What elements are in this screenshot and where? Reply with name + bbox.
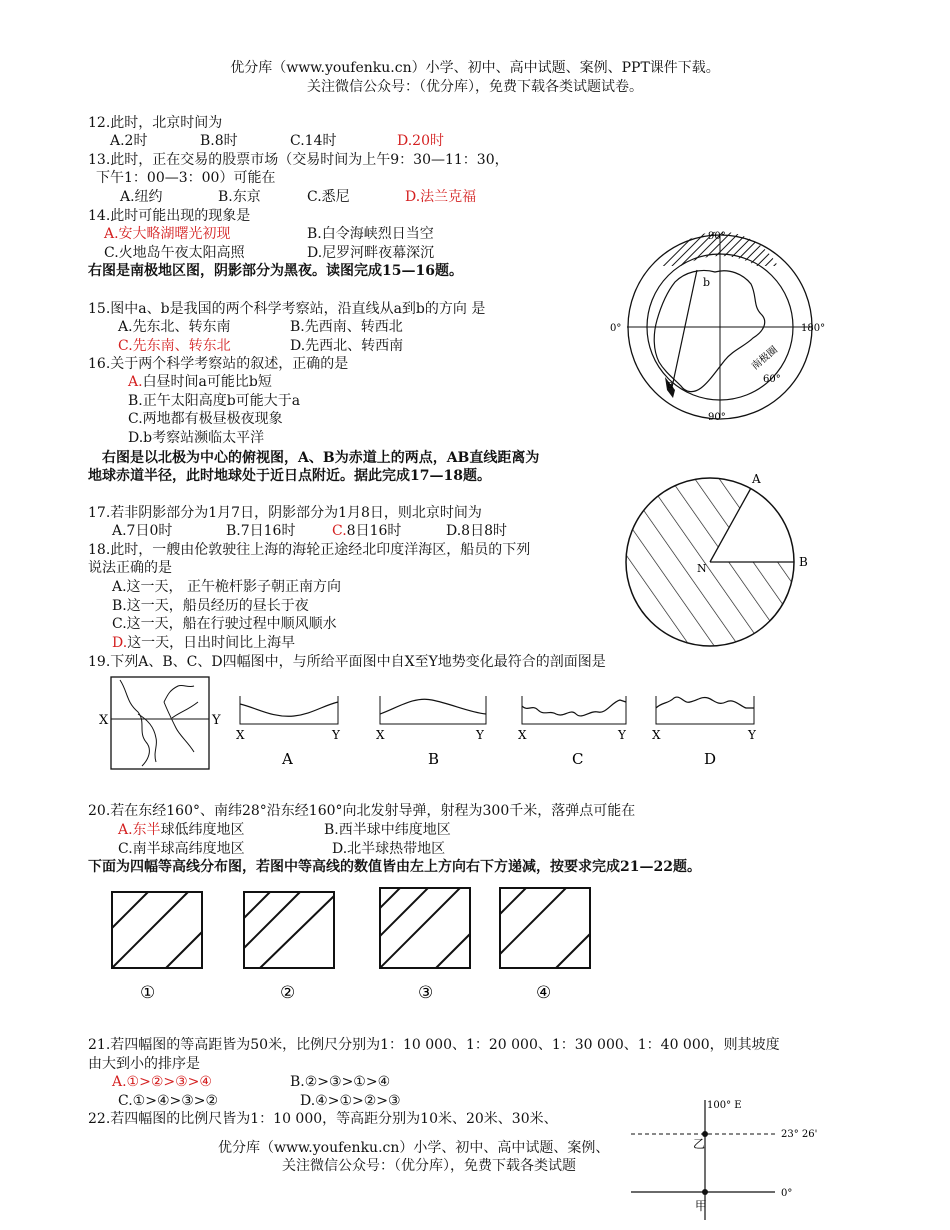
q14-option-d: D.尼罗河畔夜幕深沉 [307,245,435,261]
q16-option-d: D.b考察站濒临太平洋 [128,430,265,446]
q12-option-b: B.8时 [200,133,238,149]
q17-option-c-letter: C. [332,523,347,539]
q19-b-x: X [376,728,385,742]
contour-map-4 [496,884,596,1003]
contour-label-3: ③ [418,983,434,1003]
q20-option-d: D.北半球热带地区 [332,841,446,857]
q16-stem: 16.关于两个科学考察站的叙述，正确的是 [88,356,349,372]
q21-stem: 21.若四幅图的等高距皆为50米，比例尺分别为1：10 000、1：20 000、1：30 000、1：40 000，则其坡度 [88,1037,780,1053]
q20-option-a-rest: 球低纬度地区 [160,822,245,838]
antarctic-map [605,222,835,422]
q12-option-d: D.20时 [397,133,444,149]
q19-label-c: C [572,750,584,768]
lat-diagram-lon: 100° E [707,1100,742,1111]
q13-option-a: A.纽约 [120,189,163,205]
q21-stem-2: 由大到小的排序是 [88,1056,200,1072]
q19-label-a: A [282,750,293,768]
q15-option-b: B.先西南、转西北 [290,319,403,335]
q19-profile-b [372,690,492,770]
latitude-diagram [625,1092,825,1227]
q19-profile-c [514,690,634,770]
contour-map-3 [376,884,476,1003]
q16-option-a-text: 白昼时间a可能比b短 [142,374,272,390]
polar-label-a: A [752,472,761,486]
q18-option-d-text: 这一天，日出时间比上海早 [127,635,296,651]
q17-option-a: A.7日0时 [112,523,173,539]
q15-stem: 15.图中a、b是我国的两个科学考察站，沿直线从a到b的方向 是 [88,301,486,317]
q21-option-c: C.①>④>③>② [118,1093,219,1109]
intro-15-16: 右图是南极地区图，阴影部分为黑夜。读图完成15—16题。 [88,263,463,279]
q19-plan-y: Y [212,713,221,728]
q19-profile-a [232,690,352,770]
contour-label-4: ④ [536,983,552,1003]
q14-option-a: A.安大略湖曙光初现 [104,226,231,242]
q20-option-a-red: A.东半 [118,822,161,838]
map-antarctic-circle-label: 南极圈 [749,344,780,373]
q20-option-b: B.西半球中纬度地区 [324,822,451,838]
q16-option-a [128,373,272,391]
q21-option-b: B.②>③>①>④ [290,1074,391,1090]
q19-a-x: X [236,728,245,742]
q12-option-a: A.2时 [110,133,148,149]
header-line-2: 关注微信公众号：（优分库），免费下载各类试题试卷。 [307,79,643,95]
q21-option-d: D.④>①>②>③ [300,1093,401,1109]
contour-map-2 [240,888,340,1003]
q13-stem-2: 下午1：00—3：00）可能在 [96,170,276,186]
q19-plan-map [98,672,223,772]
q17-stem: 17.若非阴影部分为1月7日，阴影部分为1月8日，则北京时间为 [88,505,482,521]
q15-option-c: C.先东南、转东北 [118,338,231,354]
q12-stem: 12.此时，北京时间为 [88,115,223,131]
q19-b-y: Y [476,728,484,742]
q19-c-x: X [518,728,527,742]
q18-option-c: C.这一天，船在行驶过程中顺风顺水 [112,616,337,632]
q14-option-c: C.火地岛午夜太阳高照 [104,245,245,261]
lat-diagram-tropic: 23° 26' [781,1129,818,1140]
map-station-b: b [703,276,711,289]
q13-stem: 13.此时，正在交易的股票市场（交易时间为上午9：30—11：30， [88,152,509,168]
q19-c-y: Y [618,728,626,742]
q14-option-b: B.白令海峡烈日当空 [307,226,434,242]
q19-plan-x: X [99,713,109,728]
q19-label-d: D [704,750,717,768]
q13-option-d: D.法兰克福 [405,189,477,205]
polar-view-diagram [615,470,820,645]
q18-option-d [112,634,295,652]
q22-stem: 22.若四幅图的比例尺皆为1：10 000，等高距分别为10米、20米、30米、 [88,1111,558,1127]
q20-option-c: C.南半球高纬度地区 [118,841,245,857]
footer-line-1: 优分库（www.youfenku.cn）小学、初中、高中试题、案例、 [218,1140,610,1156]
q16-option-a-letter: A. [128,374,143,390]
map-deg-60: 60° [763,374,781,385]
q16-option-c: C.两地都有极昼极夜现象 [128,411,283,427]
q15-option-d: D.先西北、转西南 [290,338,404,354]
q12-option-c: C.14时 [290,133,337,149]
contour-label-2: ② [280,983,296,1003]
q19-d-x: X [652,728,661,742]
q17-option-c-text: 8日16时 [346,523,402,539]
q19-stem: 19.下列A、B、C、D四幅图中，与所给平面图中自X至Y地势变化最符合的剖面图是 [88,654,606,670]
map-deg-bottom: 90° [708,412,726,423]
q18-option-b: B.这一天，船员经历的昼长于夜 [112,598,309,614]
q15-option-a: A.先东北、转东南 [118,319,231,335]
polar-label-n: N [697,562,707,575]
q18-stem: 18.此时，一艘由伦敦驶往上海的海轮正途经北印度洋海区，船员的下列 [88,542,531,558]
lat-diagram-yi: 乙 [693,1137,706,1151]
header-line-1: 优分库（www.youfenku.cn）小学、初中、高中试题、案例、PPT课件下载。 [230,60,720,76]
q20-stem: 20.若在东经160°、南纬28°沿东经160°向北发射导弹，射程为300千米，落弹点可能在 [88,803,636,819]
q19-label-b: B [428,750,440,768]
polar-label-b: B [799,555,808,569]
q17-option-c [332,522,401,540]
q16-option-b: B.正午太阳高度b可能大于a [128,393,301,409]
q21-option-a: A.①>②>③>④ [112,1074,212,1090]
q13-option-c: C.悉尼 [307,189,350,205]
map-deg-right: 180° [801,323,826,334]
intro-17-18-line-2: 地球赤道半径，此时地球处于近日点附近。据此完成17—18题。 [88,468,491,484]
contour-label-1: ① [140,983,156,1003]
map-station-a: a [667,378,674,391]
lat-diagram-jia: 甲 [695,1199,708,1213]
q19-profile-d [648,690,768,770]
intro-21-22: 下面为四幅等高线分布图，若图中等高线的数值皆由左上方向右下方递减，按要求完成21—22题。 [88,859,701,875]
q14-stem: 14.此时可能出现的现象是 [88,208,251,224]
q13-option-b: B.东京 [218,189,261,205]
map-deg-left: 0° [610,323,622,334]
q18-option-d-letter: D. [112,635,128,651]
intro-17-18-line-1: 右图是以北极为中心的俯视图，A、B为赤道上的两点，AB直线距离为 [102,450,540,466]
q17-option-b: B.7日16时 [226,523,296,539]
footer-line-2: 关注微信公众号：（优分库），免费下载各类试题 [282,1158,576,1174]
q20-option-a [118,821,245,839]
map-deg-top: 90° [708,231,726,242]
q17-option-d: D.8日8时 [446,523,507,539]
q19-d-y: Y [748,728,756,742]
q18-stem-2: 说法正确的是 [88,560,172,576]
q19-a-y: Y [332,728,340,742]
q18-option-a: A.这一天， 正午桅杆影子朝正南方向 [112,579,342,595]
lat-diagram-equator: 0° [781,1188,793,1199]
contour-map-1 [108,888,208,1003]
